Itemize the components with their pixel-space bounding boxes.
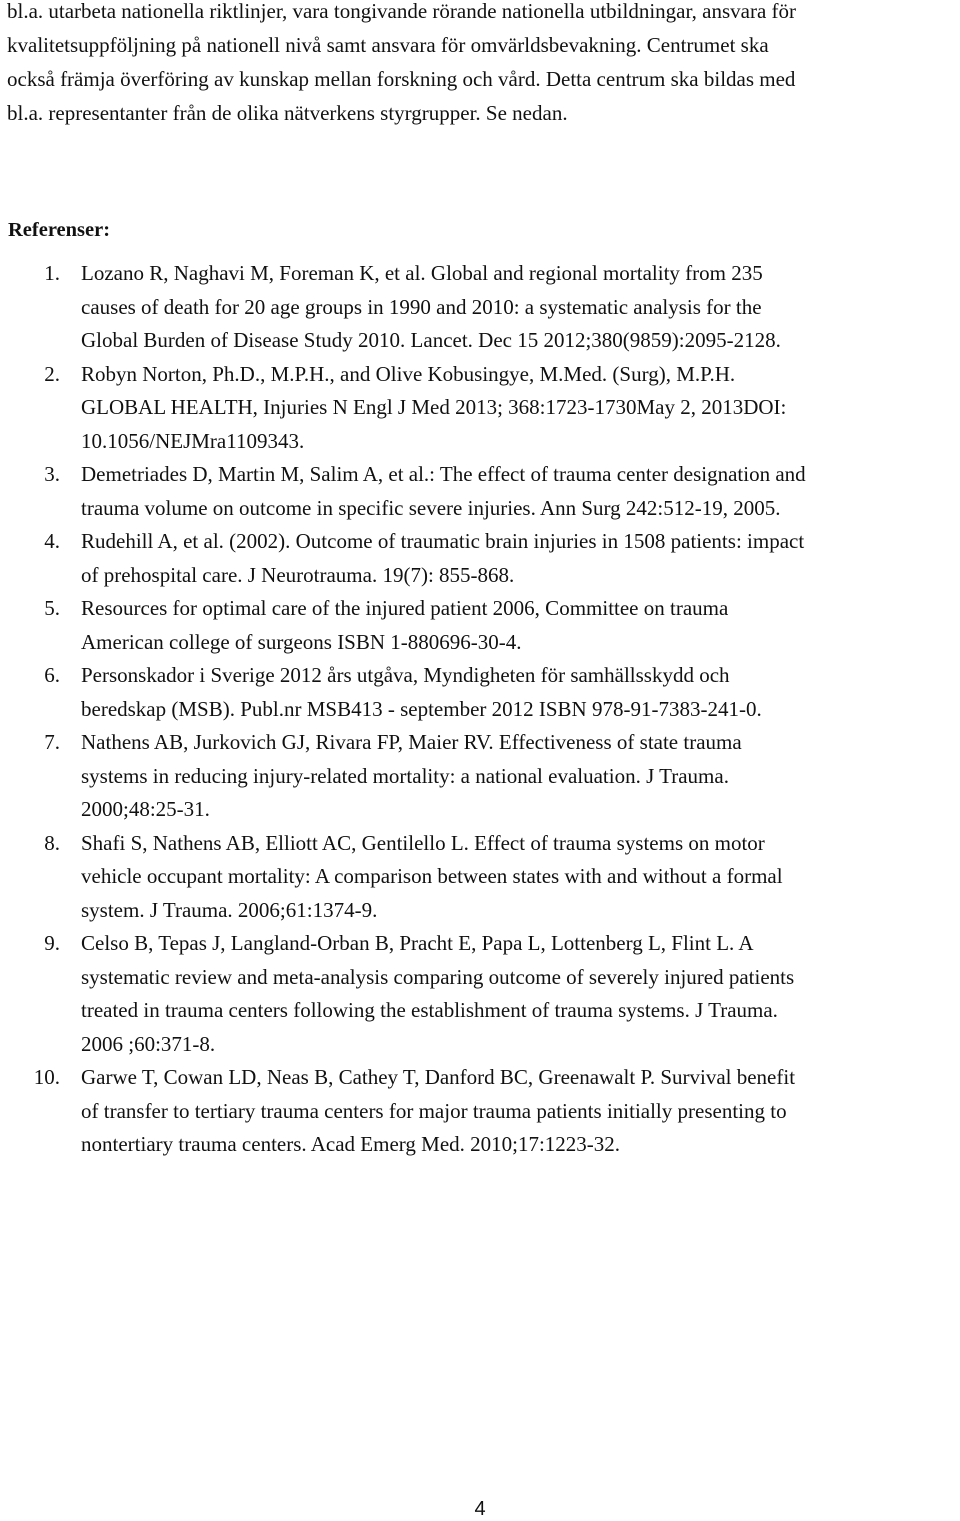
reference-item (0, 525, 960, 592)
reference-line: Robyn Norton, Ph.D., M.P.H., and Olive Kobusingye, M.Med. (Surg), M.P.H. (81, 361, 736, 386)
reference-number: 10. (33, 1065, 60, 1089)
intro-line: kvalitetsuppföljning på nationell nivå samt ansvara för omvärldsbevakning. Centrumet ska (7, 33, 769, 57)
reference-line: Celso B, Tepas J, Langland-Orban B, Pracht E, Papa L, Lottenberg L, Flint L. A (81, 931, 754, 955)
reference-number: 2. (44, 361, 60, 386)
intro-line: bl.a. representanter från de olika nätverkens styrgrupper. Se nedan. (7, 101, 568, 125)
reference-line: Personskador i Sverige 2012 års utgåva, Myndigheten för samhällsskydd och (81, 663, 730, 687)
reference-line: beredskap (MSB). Publ.nr MSB413 - september 2012 ISBN 978-91-7383-241-0. (81, 696, 762, 721)
reference-line: Demetriades D, Martin M, Salim A, et al.: The effect of trauma center designation and (81, 462, 806, 486)
reference-number: 8. (44, 830, 60, 855)
reference-line: 2000;48:25-31. (81, 797, 210, 821)
reference-number: 9. (44, 931, 60, 955)
reference-number: 5. (44, 596, 60, 620)
reference-line: systems in reducing injury-related mortality: a national evaluation. J Trauma. (81, 763, 729, 788)
reference-line: Rudehill A, et al. (2002). Outcome of traumatic brain injuries in 1508 patients: impact (81, 529, 805, 553)
reference-item (0, 726, 960, 827)
reference-line: Global Burden of Disease Study 2010. Lancet. Dec 15 2012;380(9859):2095-2128. (81, 328, 781, 352)
reference-number: 6. (44, 663, 60, 687)
reference-item (0, 257, 960, 358)
reference-item (0, 927, 960, 1061)
reference-line: American college of surgeons ISBN 1-880696-30-4. (81, 629, 522, 654)
reference-line: system. J Trauma. 2006;61:1374-9. (81, 897, 378, 922)
reference-number: 4. (44, 529, 60, 553)
reference-line: Shafi S, Nathens AB, Elliott AC, Gentilello L. Effect of trauma systems on motor (81, 830, 765, 855)
reference-item (0, 659, 960, 726)
reference-line: treated in trauma centers following the establishment of trauma systems. J Trauma. (81, 998, 778, 1022)
references-heading: Referenser: (8, 219, 111, 241)
reference-line: 2006 ;60:371-8. (81, 1031, 216, 1056)
reference-item (0, 592, 960, 659)
intro-line: bl.a. utarbeta nationella riktlinjer, vara tongivande rörande nationella utbildningar, ansvara för (7, 0, 797, 23)
reference-item (0, 827, 960, 928)
reference-line: systematic review and meta-analysis comparing outcome of severely injured patients (81, 964, 795, 989)
reference-line: nontertiary trauma centers. Acad Emerg Med. 2010;17:1223-32. (81, 1132, 621, 1156)
reference-line: 10.1056/NEJMra1109343. (81, 428, 305, 453)
reference-line: Nathens AB, Jurkovich GJ, Rivara FP, Maier RV. Effectiveness of state trauma (81, 730, 742, 754)
intro-paragraph (7, 0, 957, 130)
reference-line: of prehospital care. J Neurotrauma. 19(7): 855-868. (81, 562, 515, 587)
references-list (0, 257, 960, 1162)
reference-line: causes of death for 20 age groups in 1990 and 2010: a systematic analysis for the (81, 294, 762, 319)
reference-line: trauma volume on outcome in specific severe injuries. Ann Surg 242:512-19, 2005. (81, 495, 781, 520)
reference-number: 3. (44, 462, 60, 486)
reference-item (0, 358, 960, 459)
reference-line: vehicle occupant mortality: A comparison between states with and without a formal (81, 864, 783, 888)
reference-item (0, 1061, 960, 1162)
reference-line: Lozano R, Naghavi M, Foreman K, et al. Global and regional mortality from 235 (81, 261, 763, 285)
reference-item (0, 458, 960, 525)
reference-line: of transfer to tertiary trauma centers for major trauma patients initially presenting to (81, 1098, 787, 1123)
reference-line: Resources for optimal care of the injured patient 2006, Committee on trauma (81, 596, 729, 620)
reference-line: Garwe T, Cowan LD, Neas B, Cathey T, Danford BC, Greenawalt P. Survival benefit (81, 1065, 796, 1089)
reference-line: GLOBAL HEALTH, Injuries N Engl J Med 2013; 368:1723-1730May 2, 2013DOI: (81, 395, 787, 419)
reference-number: 7. (44, 730, 60, 754)
intro-line: också främja överföring av kunskap mellan forskning och vård. Detta centrum ska bildas med (7, 67, 796, 91)
reference-number: 1. (44, 261, 60, 285)
page-number: 4 (474, 1498, 486, 1520)
